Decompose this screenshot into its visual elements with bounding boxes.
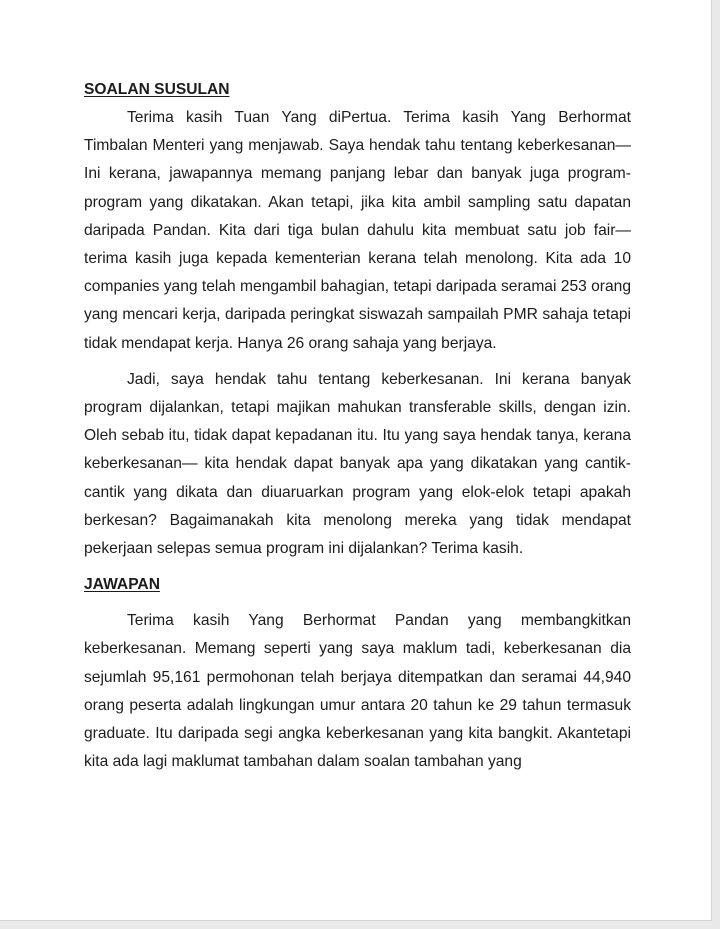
answer-paragraph-1: Terima kasih Yang Berhormat Pandan yang membangkitkan keberkesanan. Memang seperti yang saya maklum tadi, keberkesanan dia sejumlah 95,161 permohonan telah berjaya ditempatkan dan seramai 44,940 orang peserta adalah lingkungan umur antara 20 tahun ke 29 tahun termasuk graduate. Itu daripada segi angka keberkesanan yang kita bangkit. Akantetapi kita ada lagi maklumat tambahan dalam soalan tambahan yang (84, 612, 631, 771)
question-paragraph-2: Jadi, saya hendak tahu tentang keberkesanan. Ini kerana banyak program dijalankan, tetapi majikan mahukan transferable skills, dengan izin. Oleh sebab itu, tidak dapat kepadanan itu. Itu yang saya hendak tanya, kerana keberkesanan— kita hendak dapat banyak apa yang dikatakan yang cantik-cantik yang dikata dan diuaruarkan program yang elok-elok tetapi apakah berkesan? Bagaimanakah kita menolong mereka yang tidak mendapat pekerjaan selepas semua program ini dijalankan? Terima kasih. (84, 370, 631, 558)
heading-jawapan: JAWAPAN (84, 576, 160, 594)
document-body (84, 76, 631, 776)
question-paragraph-1: Terima kasih Tuan Yang diPertua. Terima kasih Yang Berhormat Timbalan Menteri yang menjawab. Saya hendak tahu tentang keberkesanan— Ini kerana, jawapannya memang panjang lebar dan banyak juga program-program yang dikatakan. Akan tetapi, jika kita ambil sampling satu dapatan daripada Pandan. Kita dari tiga bulan dahulu kita membuat satu job fair— terima kasih juga kepada kementerian kerana telah menolong. Kita ada 10 companies yang telah mengambil bahagian, tetapi daripada seramai 253 orang yang mencari kerja, daripada peringkat siswazah sampailah PMR sahaja tetapi tidak mendapat kerja. Hanya 26 orang sahaja yang berjaya. (84, 109, 632, 352)
heading-soalan-susulan: SOALAN SUSULAN (84, 81, 230, 98)
